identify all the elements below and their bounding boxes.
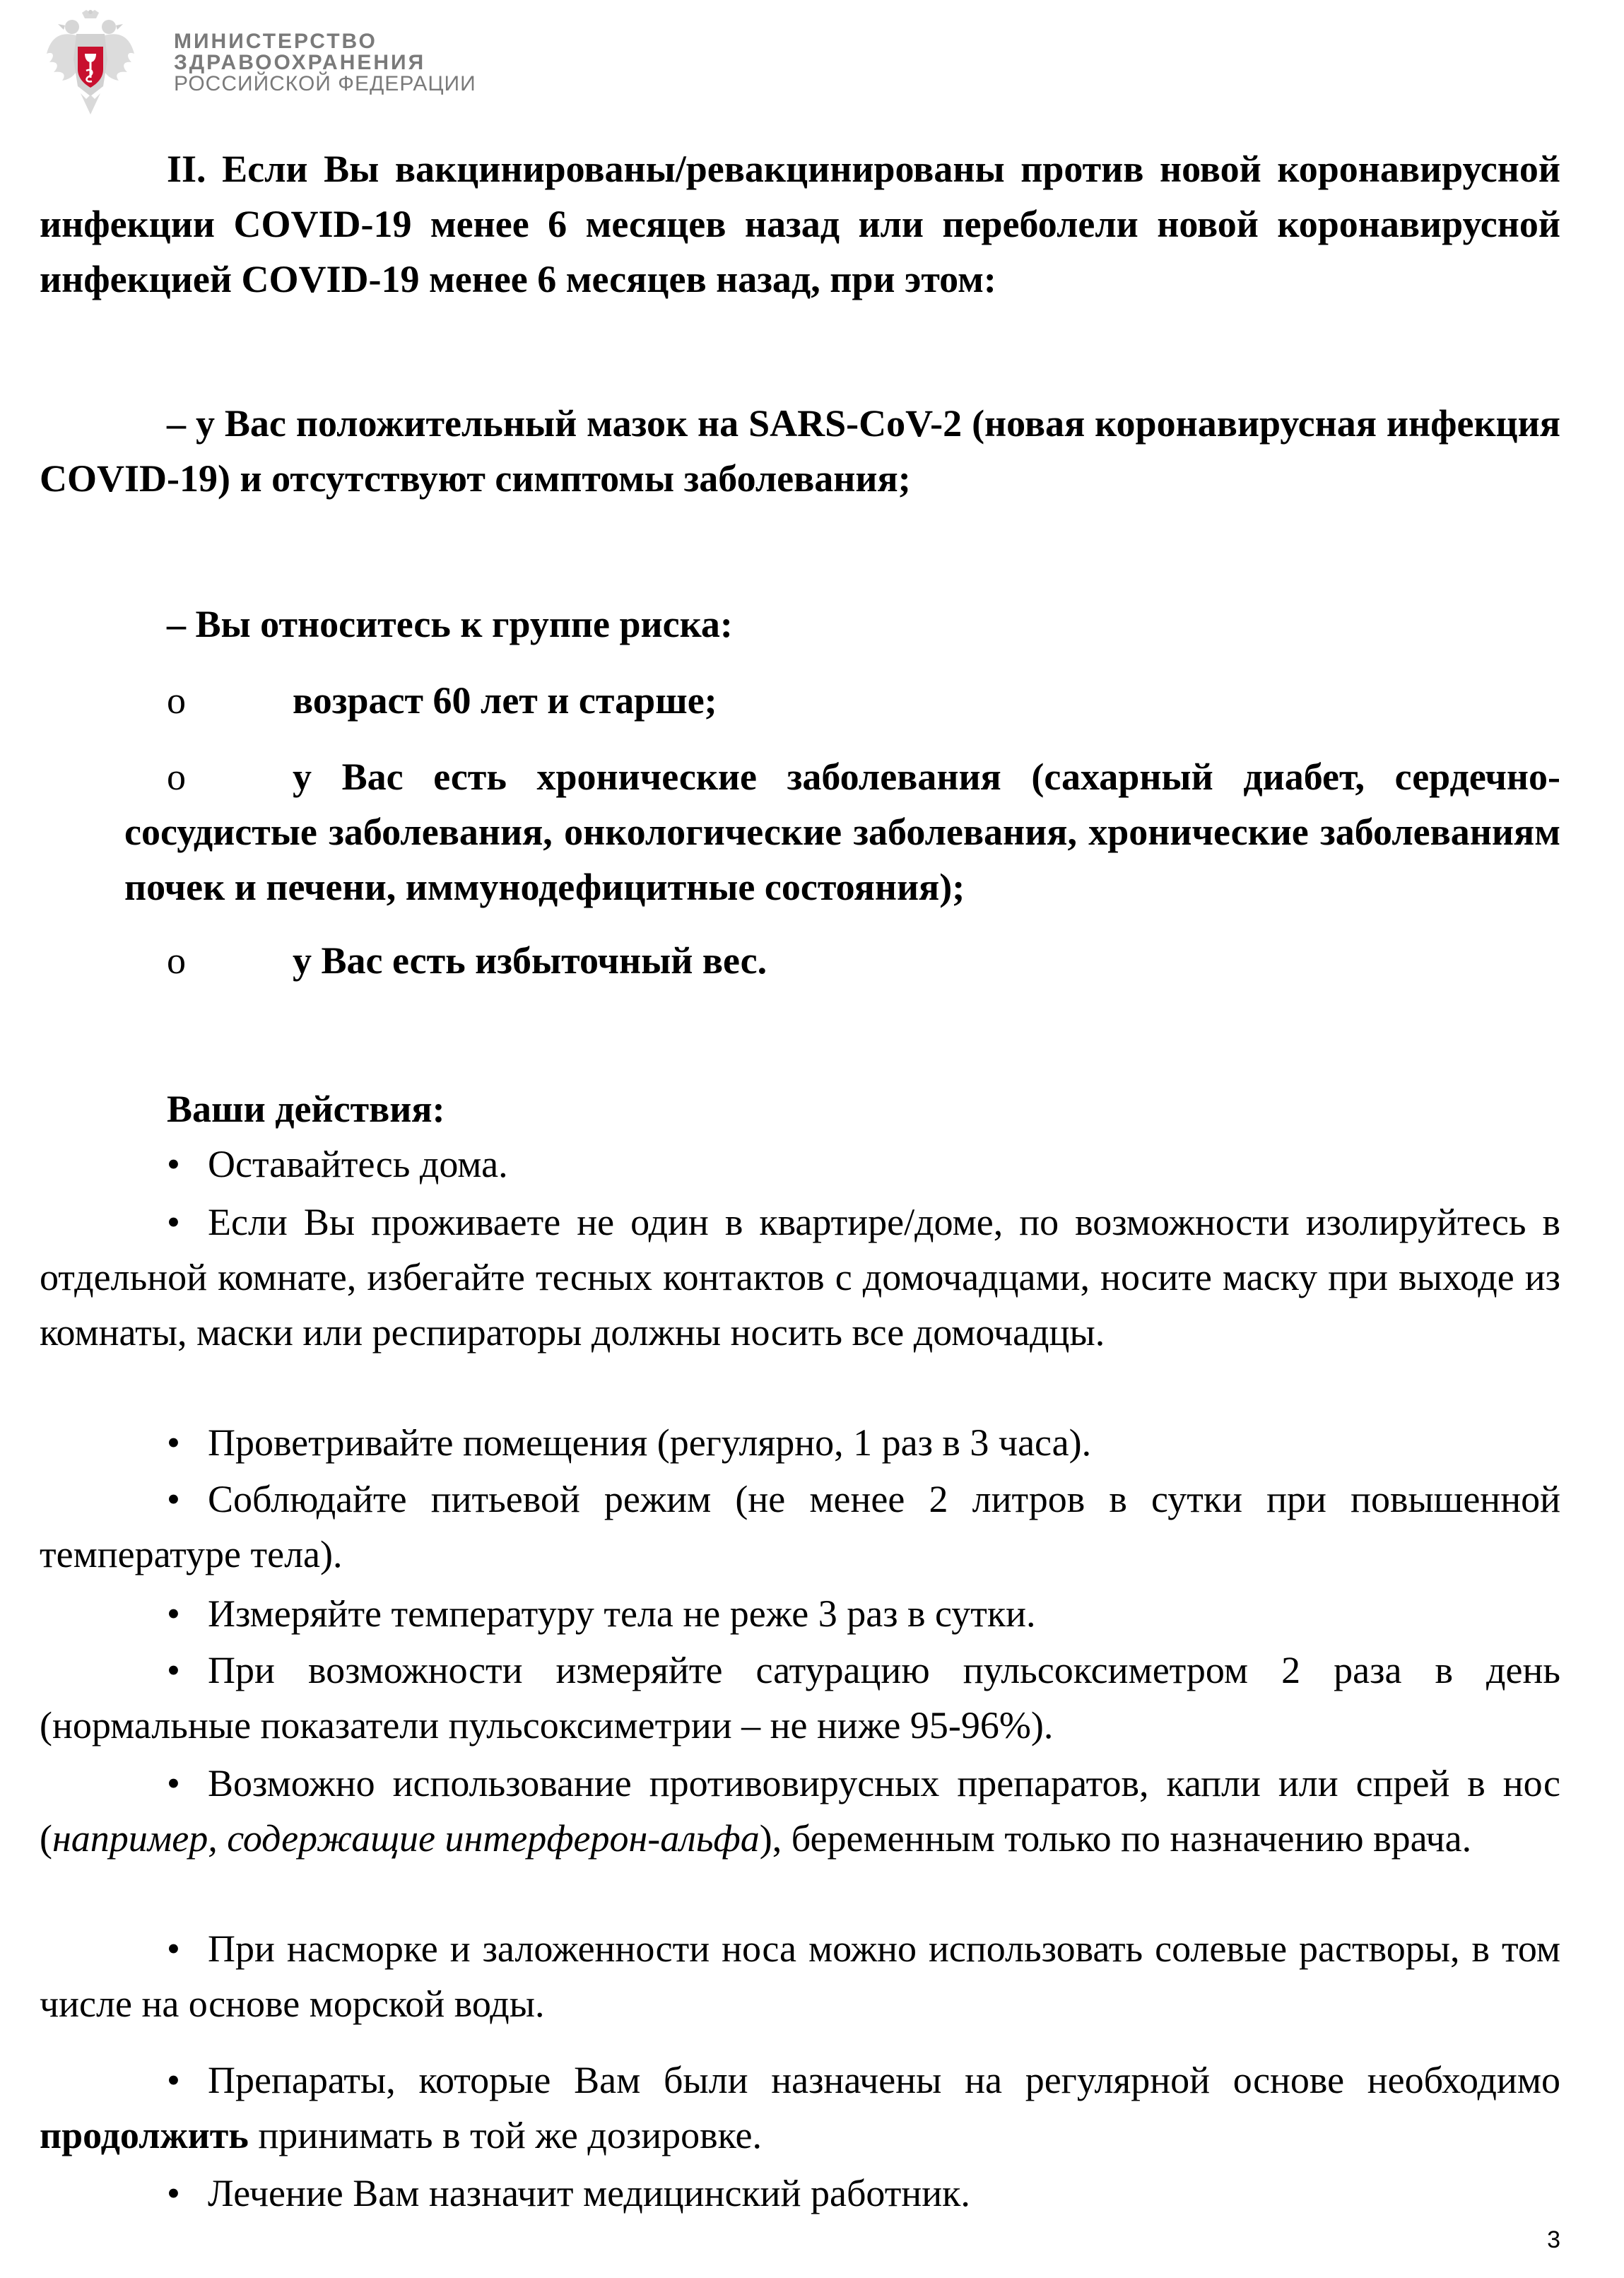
action-text: Соблюдайте питьевой режим (не менее 2 литров в сутки при повышенной температуре тела).: [40, 1478, 1560, 1575]
action-item: [40, 1415, 1560, 1470]
bullet-icon: •: [167, 2172, 180, 2214]
actions-heading: Ваши действия:: [167, 1088, 445, 1130]
meds-text-pre: Препараты, которые Вам были назначены на регулярной основе необходимо: [208, 2059, 1560, 2101]
action-text: Проветривайте помещения (регулярно, 1 раз в 3 часа).: [208, 1421, 1092, 1464]
bullet-icon: •: [167, 2059, 180, 2101]
page-header: [45, 10, 476, 116]
double-headed-eagle-emblem-icon: [45, 10, 136, 116]
action-item-antiviral: [40, 1756, 1560, 1866]
ministry-name: [174, 31, 476, 95]
bullet-icon: •: [167, 1762, 180, 1804]
action-text: Оставайтесь дома.: [208, 1143, 508, 1185]
ministry-line-2: ЗДРАВООХРАНЕНИЯ: [174, 51, 426, 74]
action-text: При насморке и заложенности носа можно использовать солевые растворы, в том числе на основе морской воды.: [40, 1927, 1560, 2025]
action-item: [40, 1137, 1560, 1192]
antiviral-text-pre: Возможно использование противовирусных препаратов, капли или спрей в нос (: [40, 1762, 1560, 1860]
meds-text-emphasis: продолжить: [40, 2114, 249, 2156]
bullet-icon: •: [167, 1201, 180, 1243]
antiviral-text-example: например, содержащие интерферон-альфа: [52, 1817, 760, 1860]
ministry-line-1: МИНИСТЕРСТВО: [174, 30, 377, 53]
bullet-icon: •: [167, 1592, 180, 1635]
antiviral-text-post: ), беременным только по назначению врача.: [759, 1817, 1472, 1860]
action-text: При возможности измеряйте сатурацию пульсоксиметром 2 раза в день (нормальные показатели пульсоксиметрии – не ниже 95-96%).: [40, 1649, 1560, 1746]
action-item: [40, 2166, 1560, 2221]
page-number: 3: [1547, 2226, 1560, 2253]
action-item: [40, 1586, 1560, 1641]
bullet-icon: •: [167, 1478, 180, 1520]
risk-item: [124, 673, 1560, 728]
bullet-icon: •: [167, 1421, 180, 1464]
condition-risk-group: – Вы относитесь к группе риска:: [167, 603, 733, 645]
action-text: Если Вы проживаете не один в квартире/доме, по возможности изолируйтесь в отдельной комнате, избегайте тесных контактов с домочадцами, носите маску при выходе из комнаты, маски или респираторы должны носить все домочадцы.: [40, 1201, 1560, 1354]
action-item: [40, 1643, 1560, 1753]
risk-item-text: у Вас есть избыточный вес.: [293, 939, 767, 982]
bullet-icon: •: [167, 1143, 180, 1185]
condition-positive-swab: – у Вас положительный мазок на SARS-CoV-2 (новая коронавирусная инфекция COVID-19) и отсутствуют симптомы заболевания;: [40, 402, 1560, 500]
action-item: [40, 1921, 1560, 2031]
bullet-icon: •: [167, 1927, 180, 1970]
action-item: [40, 1194, 1560, 1360]
section-heading: II. Если Вы вакцинированы/ревакцинированы против новой коронавирусной инфекции COVID-19 менее 6 месяцев назад или переболели новой коронавирусной инфекцией COVID-19 менее 6 месяцев назад, при этом:: [40, 148, 1560, 300]
risk-item: [124, 749, 1560, 915]
risk-item-text: у Вас есть хронические заболевания (сахарный диабет, сердечно-сосудистые заболевания, онкологические заболевания, хронические заболеваниям почек и печени, иммунодефицитные состояния);: [124, 756, 1560, 908]
action-item-medications: [40, 2053, 1560, 2163]
risk-item-marker: o: [167, 679, 186, 722]
ministry-line-3: РОССИЙСКОЙ ФЕДЕРАЦИИ: [174, 72, 476, 95]
meds-text-post: принимать в той же дозировке.: [248, 2114, 762, 2156]
action-text: Лечение Вам назначит медицинский работник.: [208, 2172, 970, 2214]
risk-item: [124, 933, 1560, 988]
risk-item-marker: o: [167, 939, 186, 982]
risk-item-marker: o: [167, 756, 186, 798]
risk-item-text: возраст 60 лет и старше;: [293, 679, 717, 722]
action-text: Измеряйте температуру тела не реже 3 раз в сутки.: [208, 1592, 1036, 1635]
action-item: [40, 1472, 1560, 1582]
bullet-icon: •: [167, 1649, 180, 1691]
